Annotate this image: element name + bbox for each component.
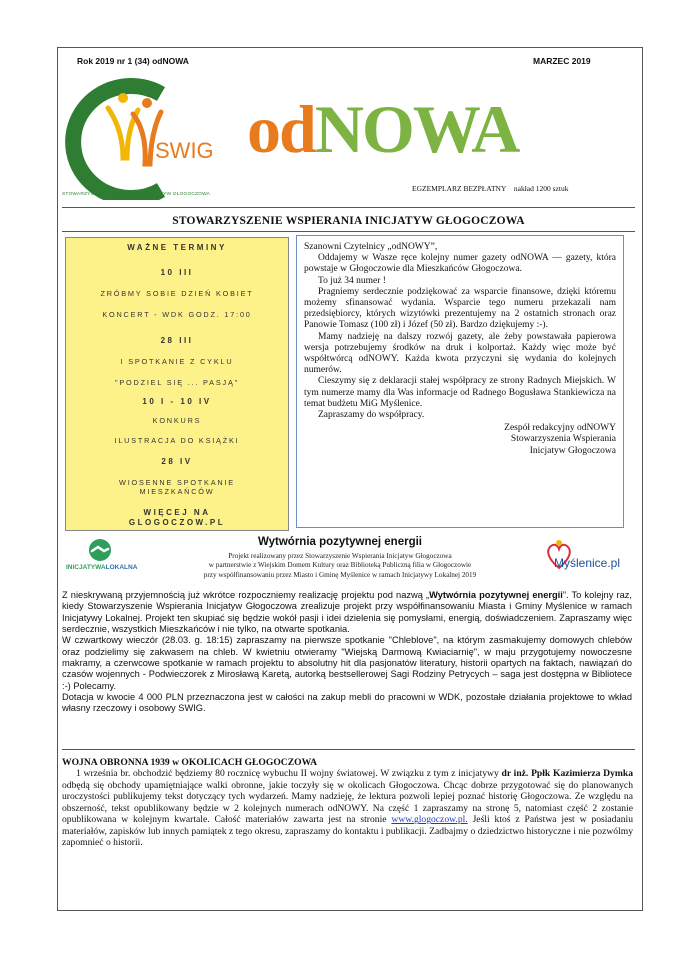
- letter-signature-1: Zespół redakcyjny odNOWY: [504, 423, 616, 434]
- letter-signature-2: Stowarzyszenia Wspierania: [510, 434, 616, 445]
- project-para-3: Dotacja w kwocie 4 000 PLN przeznaczona jest w całości na zakup mebli do pracowni w WDK, pozostałe działania projektowe to wkład własny rzeczowy i osobowy SWIG.: [62, 692, 632, 714]
- para-1-start: Z nieskrywaną przyjemnością już wkrótce rozpoczniemy realizację projektu pod nazwą „: [62, 590, 430, 600]
- date-3-line-1: KONKURS: [152, 416, 202, 425]
- letter-p6: Zapraszamy do współpracy.: [318, 410, 425, 421]
- masthead-od: od: [247, 91, 315, 167]
- section-divider: [62, 749, 635, 750]
- wojna-article: [62, 757, 633, 849]
- date-2-line-2: "PODZIEL SIĘ ... PASJĄ": [114, 378, 240, 387]
- free-copy: EGZEMPLARZ BEZPŁATNY: [412, 184, 507, 193]
- free-copy-line: [412, 184, 568, 193]
- date-3-line-2: ILUSTRACJA DO KSIĄŻKI: [114, 436, 240, 445]
- swig-logo-graphic: [61, 78, 219, 200]
- org-divider: [62, 231, 635, 232]
- issue-number: Rok 2019 nr 1 (34) odNOWA: [77, 56, 189, 66]
- letter-p5: Cieszymy się z deklaracji stałej współpracy ze strony Radnych Miejskich. W tym numerze mamy dla Was informacje od Radnego Bogusława Stankiewicza na temat budżetu MiG Myślenice.: [304, 376, 616, 409]
- wojna-t3: Jeśli ktoś z Państwa jest w posiadaniu materiałów, zapisków lub innych pamiątek z tego okresu, zapraszamy do kontaktu i publikacji. Zadbajmy o dziedzictwo historyczne i nie pozwólmy zapomnieć o historii.: [62, 814, 633, 849]
- date-4: 28 IV: [161, 457, 193, 466]
- logo-org-name: STOWARZYSZENIE WSPIERANIA INICJATYW GŁOGOCZOWA: [62, 192, 211, 197]
- letter-greeting: Szanowni Czytelnicy „odNOWY”,: [304, 242, 438, 252]
- project-sub-2: w partnerstwie z Wiejskim Domem Kultury oraz Biblioteką Publiczną filia w Głogoczowie: [208, 561, 472, 570]
- project-sub-1: Projekt realizowany przez Stowarzyszenie Wspierania Inicjatyw Głogoczowa: [228, 552, 452, 560]
- project-sub-3: przy współfinansowaniu przez Miasto i Gminę Myślenice w ramach Inicjatywy Lokalnej 2019: [203, 570, 477, 579]
- more-info-1: WIĘCEJ NA: [143, 508, 211, 517]
- letter-p1: Oddajemy w Wasze ręce kolejny numer gazety odNOWA — gazety, która powstaje w Głogoczowie dla Mieszkańców Głogoczowa.: [304, 253, 616, 275]
- project-para-1: [62, 590, 632, 635]
- wojna-t2: odbędą się obchody upamiętniające walki obronne, jakie toczyły się w okolicach Głogoczowa. Chcąc dobrze przygotować się do planowanych uroczystości publikujemy tekst dotyczący tych wydarzeń. Mamy nadzieję, że lektura pozwoli lepiej poznać historię Głogoczowa. Ze względu na obszerność, tekst opublikowany będzie w 2 kolejnych numerach odNOWY. Na część 1 zapraszamy na stronę 5, natomiast część 2 zostanie opublikowana w kolejnym kwartale. Całość materiałów zawarta jest na stronie: [62, 779, 633, 826]
- date-2-line-1: I SPOTKANIE Z CYKLU: [120, 357, 234, 366]
- project-name-bold: Wytwórnia pozytywnej energii: [429, 590, 563, 600]
- inicjatywa-lokalna-logo: [62, 536, 138, 578]
- issue-date: MARZEC 2019: [533, 56, 591, 66]
- handshake-icon: [62, 536, 138, 578]
- letter-p3: Pragniemy serdecznie podziękować za wsparcie finansowe, dzięki któremu możemy sfinansować wydania. Wsparcie tego numeru przekazali nam przedsiębiorcy, których wizytówki prezentujemy na 2 ostatnich stronach oraz Panowie Tomasz (100 zł) i Józef (50 zł). Bardzo dziękujemy :-).: [304, 286, 616, 331]
- logo-left-1: INICJATYWA: [66, 564, 106, 571]
- glogoczow-link[interactable]: www.glogoczow.pl.: [391, 814, 468, 826]
- editor-letter: [296, 235, 624, 528]
- letter-p2: To już 34 numer !: [318, 275, 386, 286]
- date-4-line-1: WIOSENNE SPOTKANIE: [119, 478, 235, 487]
- masthead-nowa: NOWA: [314, 91, 519, 167]
- project-body: [62, 590, 632, 715]
- org-title: STOWARZYSZENIE WSPIERANIA INICJATYW GŁOGOCZOWA: [172, 215, 525, 227]
- logo-left-2: LOKALNA: [105, 564, 138, 571]
- project-subtitle: [150, 552, 530, 580]
- dates-title: WAŻNE TERMINY: [127, 243, 227, 252]
- letter-signature-3: Inicjatyw Głogoczowa: [529, 445, 616, 456]
- date-2: 28 III: [160, 336, 194, 345]
- date-1-line-2: KONCERT - WDK GODZ. 17:00: [102, 310, 252, 319]
- wojna-t1: 1 września br. obchodzić będziemy 80 rocznicę wybuchu II wojny światowej. W związku z tym z inicjatywy: [76, 768, 502, 780]
- circulation: nakład 1200 sztuk: [513, 184, 569, 193]
- wojna-text: [62, 768, 633, 848]
- masthead: [247, 91, 519, 167]
- wojna-person: dr inż. Ppłk Kazimierza Dymka: [501, 768, 633, 780]
- logo-text: SWIG: [155, 138, 214, 163]
- wojna-title: WOJNA OBRONNA 1939 w OKOLICACH GŁOGOCZOWA: [62, 757, 318, 768]
- project-title: Wytwórnia pozytywnej energii: [257, 536, 422, 548]
- logo-right: Myślenice.pl: [554, 556, 621, 570]
- date-1-line-1: ZRÓBMY SOBIE DZIEŃ KOBIET: [100, 289, 254, 298]
- para-1-end: ”. To kolejny raz, kiedy Stowarzyszenie Wspierania Inicjatyw Głogoczowa zrealizuje projekt przy współfinansowaniu Miasta i Gminy Myślenice w ramach Inicjatywy Lokalnej. Projekt ten skupiać się będzie wokół pasji i idei dzielenia się pomysłami, energią, doświadczeniem. Zapraszamy więc serdecznie, wszystkich Mieszkańców i nie tylko, na otwarte spotkania.: [62, 590, 632, 635]
- more-info-2: GLOGOCZOW.PL: [128, 518, 226, 527]
- important-dates-box: [65, 237, 289, 531]
- date-1: 10 III: [160, 268, 194, 277]
- date-4-line-2: MIESZKAŃCÓW: [139, 487, 215, 496]
- date-3: 10 I - 10 IV: [142, 397, 212, 406]
- myslenice-logo: [544, 538, 624, 580]
- project-para-2: W czwartkowy wieczór (28.03. g. 18:15) zapraszamy na pierwsze spotkanie "Chleblove", na którym zasmakujemy domowych chlebów oraz podzielimy się zakwasem na chleb. W kwietniu otwieramy "Wiejską Darmową Kwiaciarnię", w maju przygotujemy nowoczesne makramy, a czerwcowe spotkanie w ramach projektu to absolutny hit dla pasjonatów literatury, historii opartych na faktach, nawiązań do czasów wojennych - Podwieczorek z Mirosławą Karetą, autorką bestsellerowej Sagi Rodziny Petrycych – saga jest dostępna w Bibliotece :-) Polecamy.: [62, 635, 632, 691]
- letter-p4: Mamy nadzieję na dalszy rozwój gazety, ale żeby powstawała papierowa wersja potrzebujemy środków na druk i kolportaż. Każdy więc może być współtwórcą odNOWY. Każda kwota przyczyni się wydania do kolejnych numerów.: [304, 331, 616, 376]
- header-divider: [62, 207, 635, 208]
- swig-logo: [61, 78, 219, 200]
